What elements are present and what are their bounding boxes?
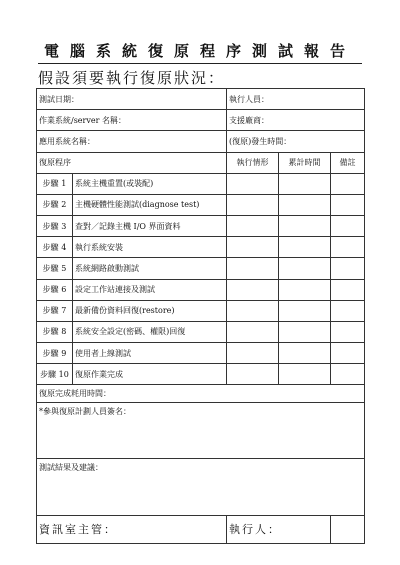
elapsed-cell[interactable] <box>279 300 331 321</box>
step-description: 查對／記錄主機 I/O 界面資料 <box>73 216 227 237</box>
table-row <box>37 364 365 385</box>
steps-header-row <box>37 152 365 173</box>
remark-cell[interactable] <box>331 173 365 194</box>
occurrence-time-field[interactable]: (復原)發生時間： <box>227 131 365 152</box>
status-cell[interactable] <box>227 364 279 385</box>
step-description: 系統安全設定(密碼、權限)回復 <box>73 321 227 342</box>
elapsed-cell[interactable] <box>279 258 331 279</box>
step-description: 系統主機重置(或裝配) <box>73 173 227 194</box>
elapsed-cell[interactable] <box>279 216 331 237</box>
table-row <box>37 343 365 364</box>
form-row-total-time <box>37 385 365 402</box>
status-cell[interactable] <box>227 343 279 364</box>
elapsed-cell[interactable] <box>279 364 331 385</box>
form-row-date <box>37 89 365 110</box>
table-row <box>37 194 365 215</box>
step-number: 步驟 7 <box>37 300 73 321</box>
step-number: 步驟 1 <box>37 173 73 194</box>
elapsed-cell[interactable] <box>279 321 331 342</box>
step-description: 使用者上線測試 <box>73 343 227 364</box>
status-cell[interactable] <box>227 321 279 342</box>
step-number: 步驟 8 <box>37 321 73 342</box>
table-row <box>37 321 365 342</box>
vendor-field[interactable]: 支援廠商： <box>227 110 365 131</box>
status-cell[interactable] <box>227 173 279 194</box>
test-date-field[interactable]: 測試日期： <box>37 89 227 110</box>
signature-blank-cell[interactable] <box>331 515 365 543</box>
form-row-os <box>37 110 365 131</box>
elapsed-header: 累計時間 <box>279 152 331 173</box>
status-cell[interactable] <box>227 300 279 321</box>
step-number: 步驟 2 <box>37 194 73 215</box>
step-description: 設定工作站連接及測試 <box>73 279 227 300</box>
step-number: 步驟 9 <box>37 343 73 364</box>
elapsed-cell[interactable] <box>279 279 331 300</box>
remark-cell[interactable] <box>331 258 365 279</box>
step-description: 復原作業完成 <box>73 364 227 385</box>
step-description: 執行系統安裝 <box>73 237 227 258</box>
os-server-field[interactable]: 作業系統/server 名稱： <box>37 110 227 131</box>
table-row <box>37 258 365 279</box>
table-row <box>37 216 365 237</box>
remark-cell[interactable] <box>331 237 365 258</box>
form-row-results <box>37 459 365 515</box>
supervisor-signature-field[interactable]: 資訊室主管： <box>37 515 227 543</box>
recovery-test-form <box>36 88 365 544</box>
title-underline <box>38 63 362 64</box>
step-number: 步驟 3 <box>37 216 73 237</box>
remark-cell[interactable] <box>331 194 365 215</box>
step-number: 步驟 6 <box>37 279 73 300</box>
remark-header: 備註 <box>331 152 365 173</box>
remark-cell[interactable] <box>331 300 365 321</box>
status-cell[interactable] <box>227 237 279 258</box>
participants-signature-field[interactable]: *參與復原計劃人員簽名： <box>37 402 365 458</box>
step-number: 步驟 4 <box>37 237 73 258</box>
step-number: 步驟 5 <box>37 258 73 279</box>
elapsed-cell[interactable] <box>279 237 331 258</box>
report-title: 電腦系統復原程序測試報告 <box>43 42 356 60</box>
step-number: 步驟 10 <box>37 364 73 385</box>
form-row-app <box>37 131 365 152</box>
elapsed-cell[interactable] <box>279 343 331 364</box>
status-cell[interactable] <box>227 194 279 215</box>
table-row <box>37 237 365 258</box>
status-cell[interactable] <box>227 216 279 237</box>
remark-cell[interactable] <box>331 279 365 300</box>
remark-cell[interactable] <box>331 321 365 342</box>
scenario-heading: 假設須要執行復原狀況： <box>38 69 226 87</box>
remark-cell[interactable] <box>331 343 365 364</box>
remark-cell[interactable] <box>331 364 365 385</box>
executor-field[interactable]: 執行人員： <box>227 89 365 110</box>
total-time-field[interactable]: 復原完成耗用時間： <box>37 385 365 402</box>
elapsed-cell[interactable] <box>279 173 331 194</box>
step-description: 系統網路啟動測試 <box>73 258 227 279</box>
table-row <box>37 173 365 194</box>
application-field[interactable]: 應用系統名稱： <box>37 131 227 152</box>
step-description: 主機硬體性能測試(diagnose test) <box>73 194 227 215</box>
form-row-participants <box>37 402 365 458</box>
executor-signature-field[interactable]: 執行人： <box>227 515 331 543</box>
status-header: 執行情形 <box>227 152 279 173</box>
step-description: 最新備份資料回復(restore) <box>73 300 227 321</box>
remark-cell[interactable] <box>331 216 365 237</box>
results-suggestions-field[interactable]: 測試結果及建議： <box>37 459 365 515</box>
status-cell[interactable] <box>227 258 279 279</box>
table-row <box>37 300 365 321</box>
table-row <box>37 279 365 300</box>
status-cell[interactable] <box>227 279 279 300</box>
form-row-signatures <box>37 515 365 543</box>
elapsed-cell[interactable] <box>279 194 331 215</box>
procedure-header: 復原程序 <box>37 152 227 173</box>
